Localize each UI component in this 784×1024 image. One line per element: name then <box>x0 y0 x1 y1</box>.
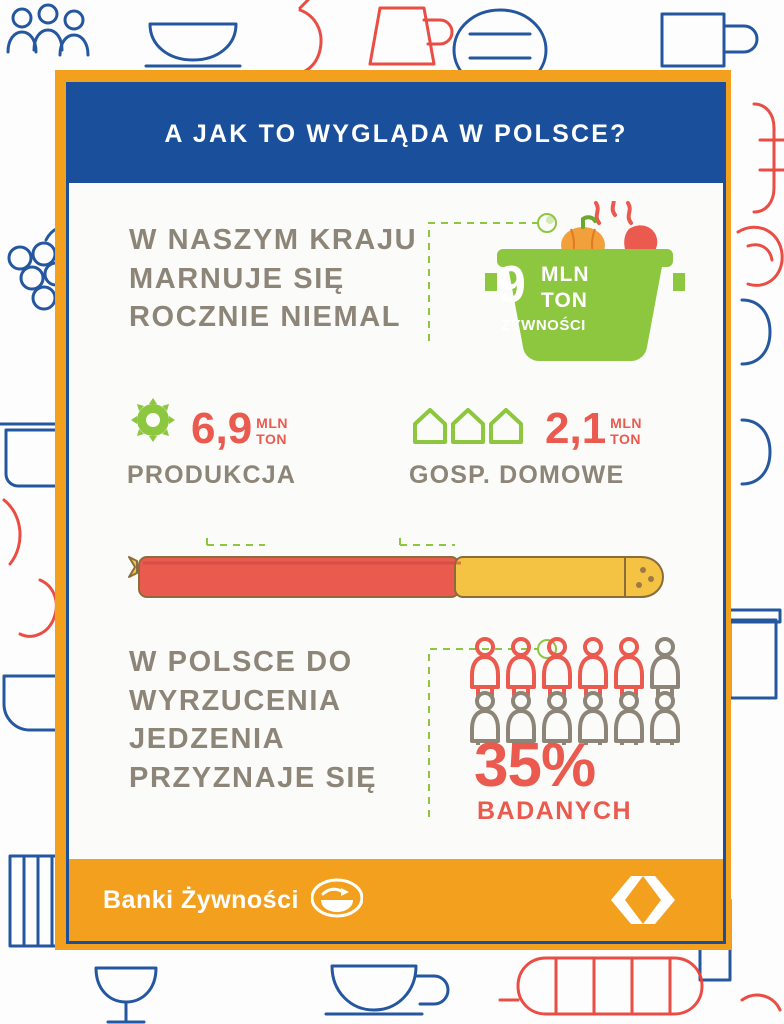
stat-unit-top: MLN <box>610 414 642 431</box>
stat-label-produkcja: PRODUKCJA <box>127 461 297 489</box>
pot-caption: ŻYWNOŚCI <box>501 317 586 334</box>
stat-value-produkcja: 6,9 <box>191 404 253 453</box>
stats-row <box>69 395 723 515</box>
survey-percent-caption: BADANYCH <box>477 797 633 825</box>
poster-body <box>69 183 723 859</box>
stat-value-gosp: 2,1 <box>545 404 607 453</box>
pot-unit-top: MLN <box>541 263 590 286</box>
people-group-icon <box>469 635 709 745</box>
pot-unit-bottom: TON <box>541 289 588 312</box>
houses-icon <box>409 396 533 451</box>
stat-label-gosp: GOSP. DOMOWE <box>409 461 625 489</box>
page-title: A JAK TO WYGLĄDA W POLSCE? <box>164 119 628 148</box>
survey-text: W POLSCE DO WYRZUCENIA JEDZENIA PRZYZNAJE SIĘ <box>129 646 378 794</box>
poster-header <box>69 85 723 183</box>
block-survey <box>69 635 723 865</box>
stat-units-produkcja <box>256 415 288 447</box>
cooking-pot-icon <box>479 201 699 381</box>
stat-unit-bottom: TON <box>256 430 287 447</box>
stat-units-gosp <box>610 415 642 447</box>
stat-produkcja <box>127 395 296 490</box>
survey-percent: 35% <box>474 731 596 800</box>
pot-value: 9 <box>497 256 526 314</box>
poster-card <box>66 82 726 944</box>
poster-footer <box>69 859 723 941</box>
food-bank-logo-text: Banki Żywności <box>103 885 299 914</box>
stat-unit-top: MLN <box>256 414 288 431</box>
block-national-waste <box>69 201 723 391</box>
sausage-bar-icon <box>125 533 670 603</box>
carrefour-logo-icon[interactable] <box>597 874 689 926</box>
gear-icon <box>127 394 179 451</box>
stat-unit-bottom: TON <box>610 430 641 447</box>
stat-gosp-domowe <box>409 395 642 490</box>
national-waste-text: W NASZYM KRAJU MARNUJE SIĘ ROCZNIE NIEMAL <box>129 224 418 334</box>
food-bank-bowl-icon <box>311 878 363 923</box>
food-bank-logo[interactable] <box>103 878 363 923</box>
